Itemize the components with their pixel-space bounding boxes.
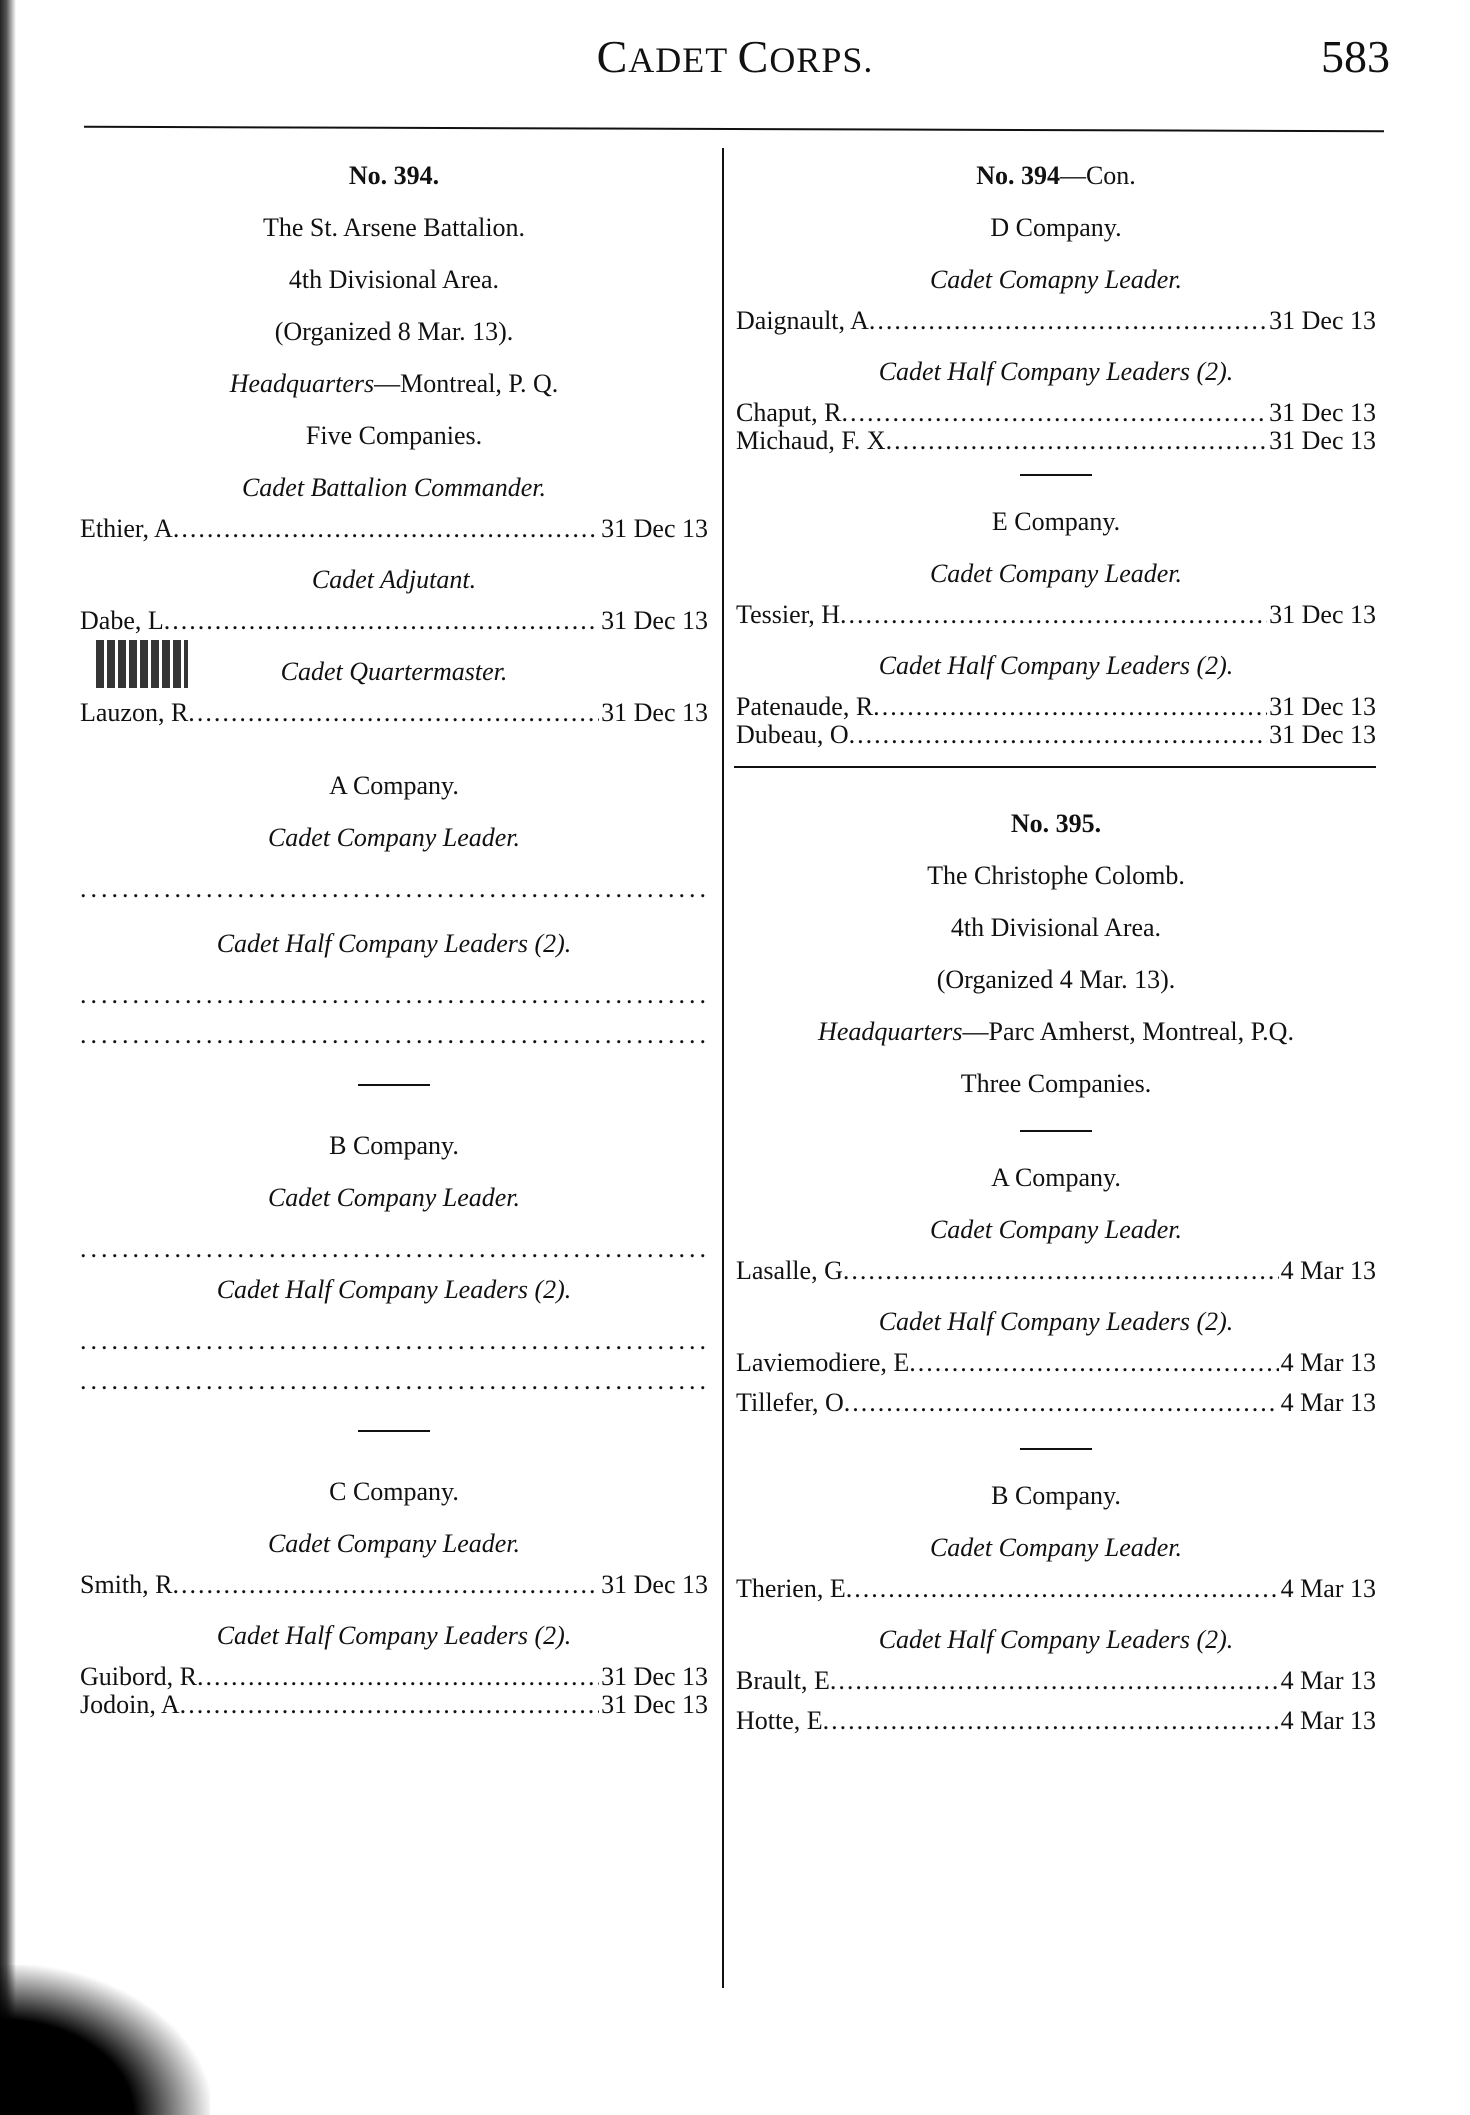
roster-entry: Brault, E. ..... 4 Mar 13 xyxy=(736,1666,1376,1706)
page-corner-shadow xyxy=(0,1965,210,2115)
roster-entry: Lauzon, R. ..... 31 Dec 13 xyxy=(80,698,708,738)
rank-title: Cadet Company Leader. xyxy=(267,823,521,852)
page-number: 583 xyxy=(1321,31,1390,82)
binding-shadow xyxy=(0,0,16,2115)
blank-entry xyxy=(80,1224,708,1264)
blank-entry xyxy=(80,1316,708,1356)
roster-entry: Smith, R. ..... 31 Dec 13 xyxy=(80,1570,708,1610)
rank-title: Cadet Half Company Leaders (2). xyxy=(878,651,1234,680)
rank-title: Cadet Comapny Leader. xyxy=(929,265,1183,294)
company-heading: B Company. xyxy=(329,1131,459,1160)
unit-headquarters: Headquarters—Parc Amherst, Montreal, P.Q. xyxy=(818,1017,1294,1046)
section-divider xyxy=(1020,474,1092,476)
blank-entry xyxy=(80,864,708,904)
unit-number: No. 395. xyxy=(1010,809,1102,838)
continued-heading: No. 394—Con. xyxy=(976,161,1136,190)
roster-entry: Michaud, F. X. ..... 31 Dec 13 xyxy=(736,426,1376,454)
roster-entry: Dubeau, O. ..... 31 Dec 13 xyxy=(736,720,1376,748)
unit-number: No. 394. xyxy=(348,161,440,190)
roster-entry: Patenaude, R. ..... 31 Dec 13 xyxy=(736,692,1376,720)
unit-area: 4th Divisional Area. xyxy=(950,913,1162,942)
roster-entry: Chaput, R. ..... 31 Dec 13 xyxy=(736,398,1376,426)
blank-entry xyxy=(80,1010,708,1050)
company-heading: D Company. xyxy=(990,213,1122,242)
company-heading: E Company. xyxy=(991,507,1121,536)
rank-title: Cadet Company Leader. xyxy=(929,1215,1183,1244)
unit-name: The Christophe Colomb. xyxy=(927,861,1185,890)
unit-organized: (Organized 4 Mar. 13). xyxy=(936,965,1176,994)
unit-companies: Three Companies. xyxy=(960,1069,1152,1098)
unit-organized: (Organized 8 Mar. 13). xyxy=(274,317,514,346)
column-divider xyxy=(722,148,724,1988)
roster-entry: Hotte, E. ..... 4 Mar 13 xyxy=(736,1706,1376,1746)
blank-entry xyxy=(80,970,708,1010)
roster-entry: Jodoin, A. ..... 31 Dec 13 xyxy=(80,1690,708,1718)
running-header: CADET CORPS. xyxy=(596,31,874,82)
rank-title: Cadet Half Company Leaders (2). xyxy=(878,357,1234,386)
rank-title: Cadet Half Company Leaders (2). xyxy=(216,1275,572,1304)
unit-companies: Five Companies. xyxy=(305,421,483,450)
section-divider xyxy=(1020,1130,1092,1132)
rank-title: Cadet Company Leader. xyxy=(267,1529,521,1558)
company-heading: A Company. xyxy=(329,771,459,800)
header-rule xyxy=(84,126,1384,133)
roster-entry: Therien, E. ..... 4 Mar 13 xyxy=(736,1574,1376,1614)
left-column xyxy=(80,150,708,1718)
roster-entry: Laviemodiere, E. ..... 4 Mar 13 xyxy=(736,1348,1376,1388)
company-heading: C Company. xyxy=(329,1477,459,1506)
section-divider xyxy=(358,1084,430,1086)
rank-title: Cadet Half Company Leaders (2). xyxy=(216,1621,572,1650)
roster-entry: Lasalle, G. ..... 4 Mar 13 xyxy=(736,1256,1376,1296)
blank-entry xyxy=(80,1356,708,1396)
roster-entry: Tillefer, O. ..... 4 Mar 13 xyxy=(736,1388,1376,1428)
company-heading: B Company. xyxy=(991,1481,1121,1510)
right-column xyxy=(736,150,1376,1746)
company-heading: A Company. xyxy=(991,1163,1121,1192)
rank-title: Cadet Half Company Leaders (2). xyxy=(878,1307,1234,1336)
unit-separator-rule xyxy=(734,766,1376,768)
unit-area: 4th Divisional Area. xyxy=(288,265,500,294)
roster-entry: Guibord, R. ..... 31 Dec 13 xyxy=(80,1662,708,1690)
section-divider xyxy=(1020,1448,1092,1450)
roster-entry: Ethier, A. ..... 31 Dec 13 xyxy=(80,514,708,554)
unit-headquarters: Headquarters—Montreal, P. Q. xyxy=(229,369,559,398)
rank-title: Cadet Company Leader. xyxy=(267,1183,521,1212)
rank-title: Cadet Battalion Commander. xyxy=(241,473,547,502)
rank-title: Cadet Half Company Leaders (2). xyxy=(216,929,572,958)
rank-title: Cadet Company Leader. xyxy=(929,559,1183,588)
roster-entry: Daignault, A. ..... 31 Dec 13 xyxy=(736,306,1376,346)
section-divider xyxy=(358,1430,430,1432)
unit-name: The St. Arsene Battalion. xyxy=(262,213,526,242)
rank-title: Cadet Company Leader. xyxy=(929,1533,1183,1562)
rank-title: Cadet Half Company Leaders (2). xyxy=(878,1625,1234,1654)
rank-title: Cadet Adjutant. xyxy=(311,565,477,594)
roster-entry: Tessier, H. ..... 31 Dec 13 xyxy=(736,600,1376,640)
roster-entry: Dabe, L. ..... 31 Dec 13 xyxy=(80,606,708,646)
rank-title: Cadet Quartermaster. xyxy=(280,657,508,686)
